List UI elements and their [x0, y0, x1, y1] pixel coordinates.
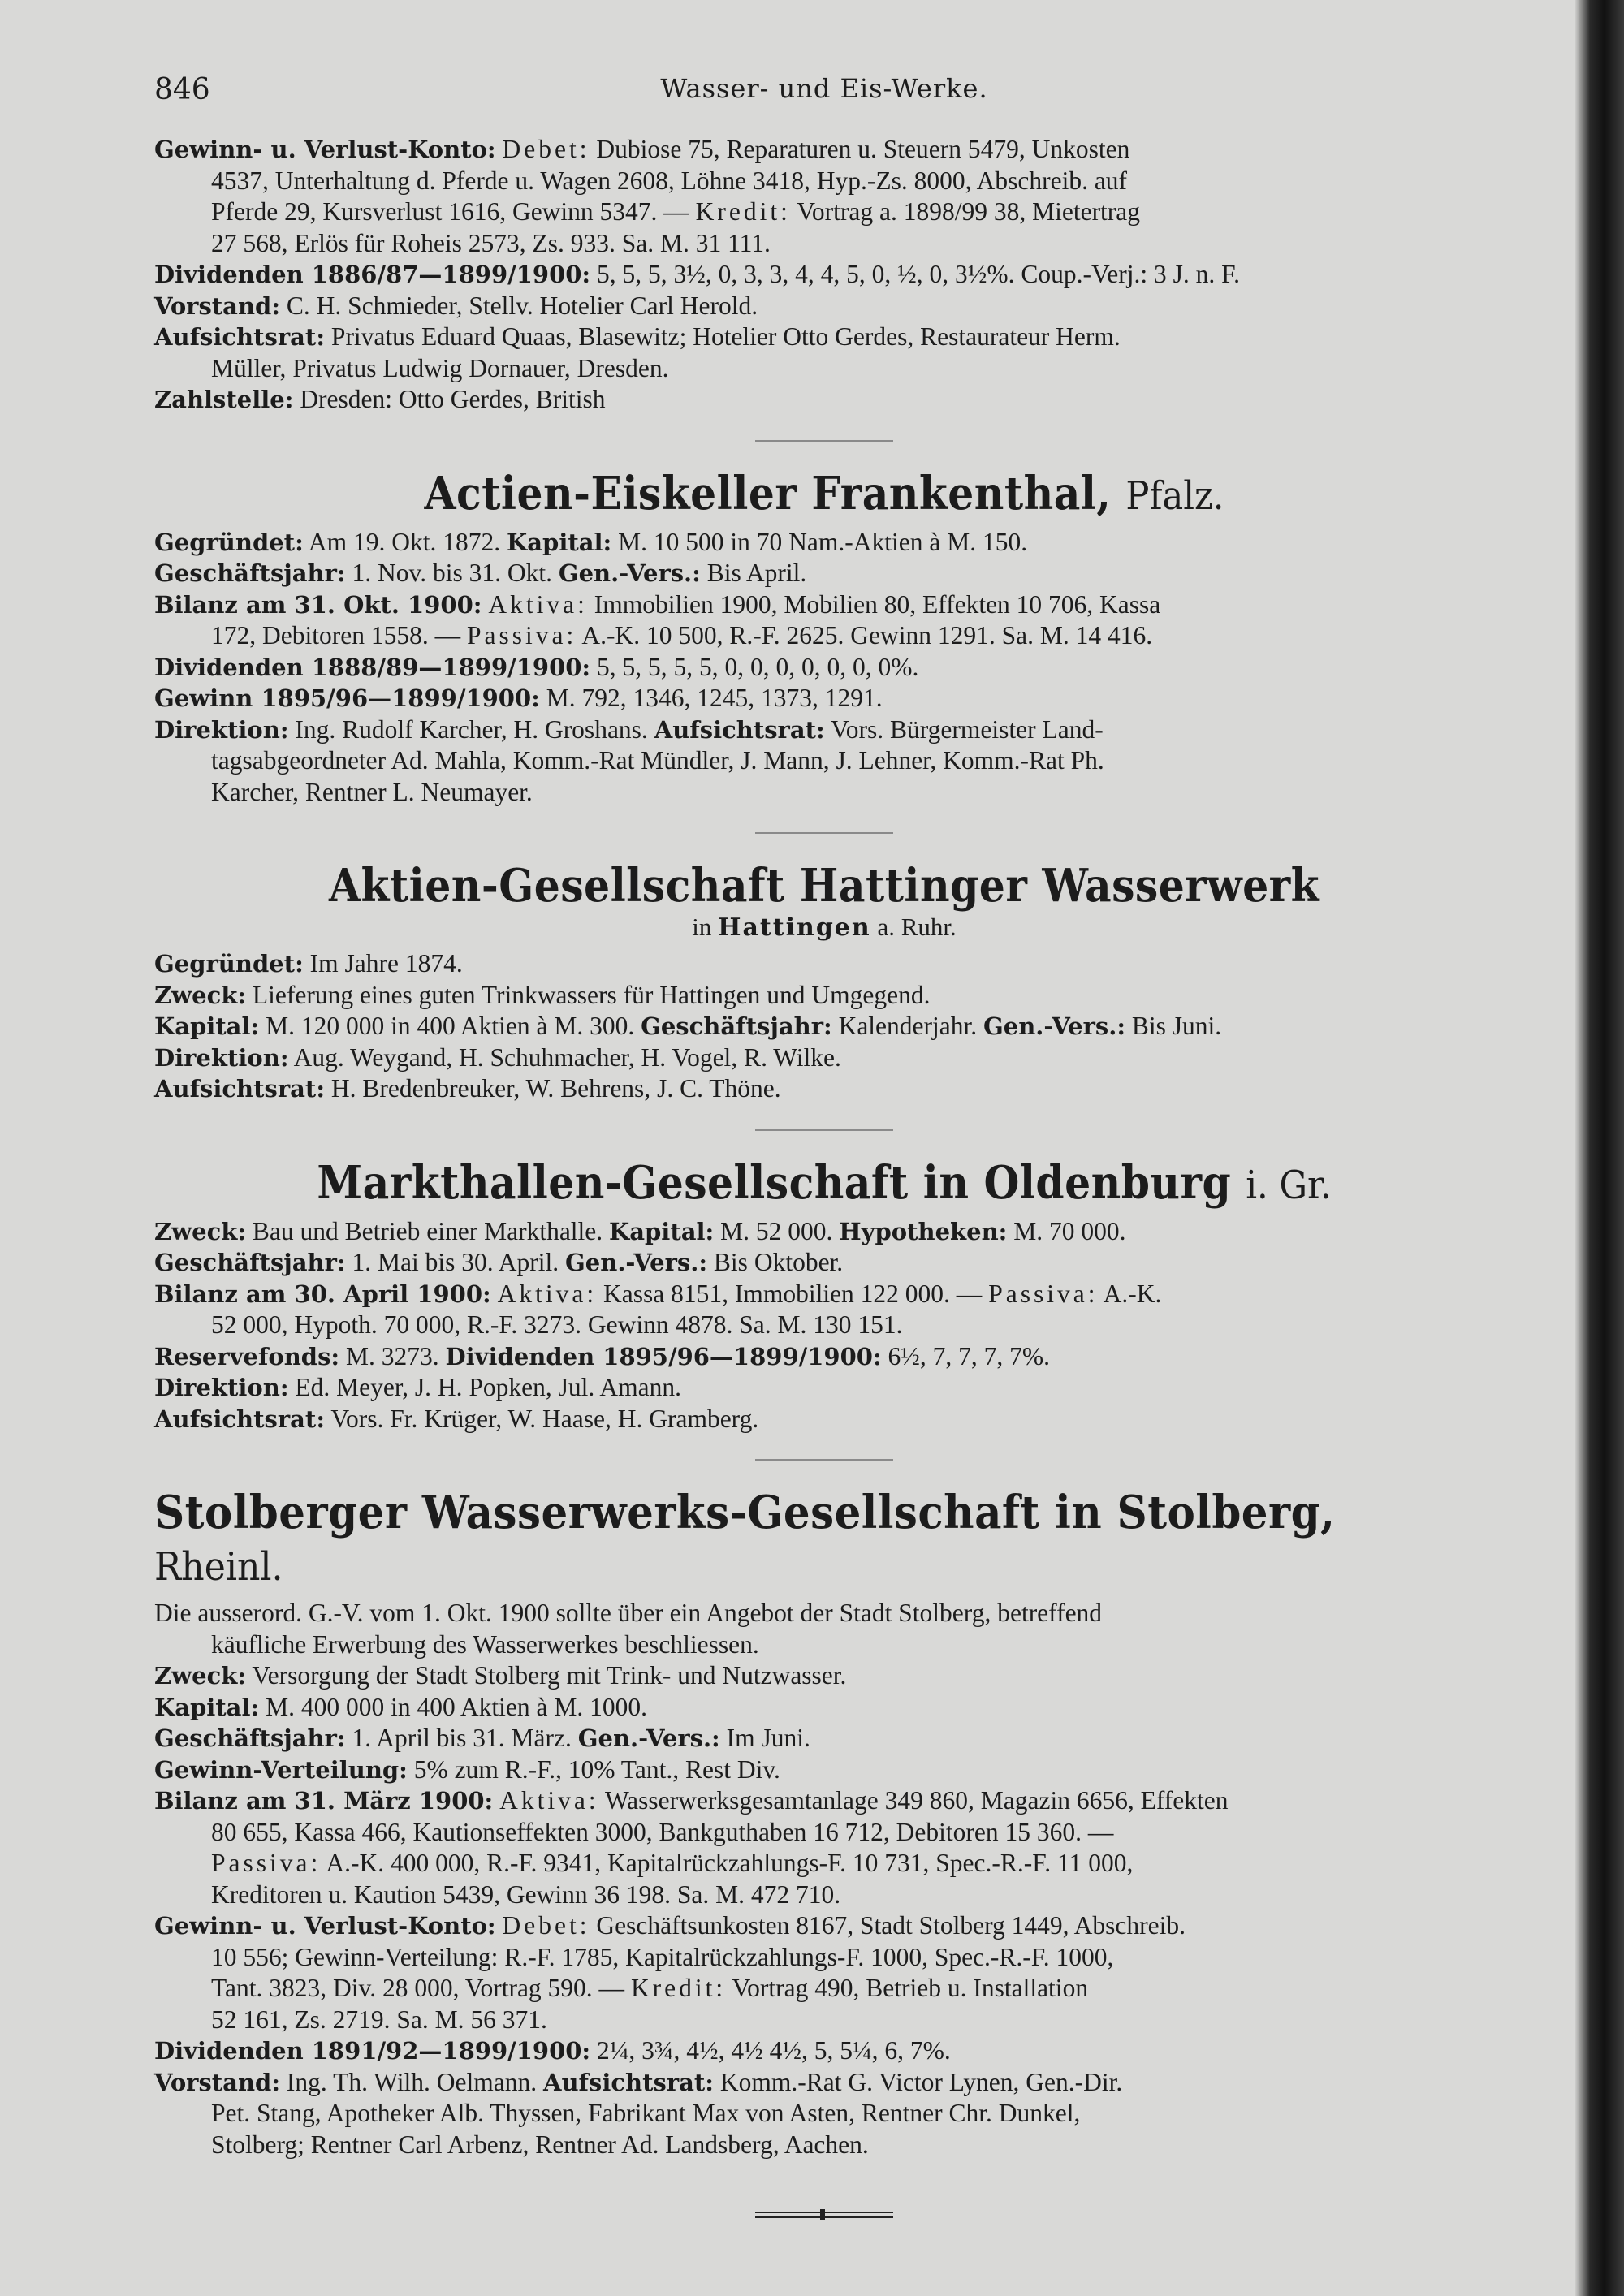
text-run: Stolberg; Rentner Carl Arbenz, Rentner Ad. Landsberg, Aachen. [211, 2130, 869, 2159]
field-label: Geschäftsjahr: [154, 1249, 346, 1276]
field-label: Direktion: [154, 715, 289, 744]
text-line [154, 228, 1494, 260]
text-run: Am 19. Okt. 1872. [303, 527, 508, 556]
field-label: Dividenden 1891/92—1899/1900: [154, 2037, 591, 2065]
text-run: 27 568, Erlös für Roheis 2573, Zs. 933. Sa. M. 31 111. [211, 228, 771, 257]
company-name: Aktien-Gesellschaft Hattinger Wasserwerk [328, 859, 1320, 913]
field-label: Gewinn- u. Verlust-Konto: [154, 136, 496, 163]
text-run: Im Jahre 1874. [303, 949, 463, 978]
text-run: Bis Juni. [1125, 1012, 1222, 1040]
spaced-label: Aktiva: [488, 589, 588, 619]
text-run: Kassa 8151, Immobilien 122 000. — [597, 1279, 989, 1308]
text-run [496, 1911, 503, 1940]
text-run: käufliche Erwerbung des Wasserwerkes beschliessen. [211, 1629, 759, 1659]
field-label: Gewinn 1895/96—1899/1900: [154, 684, 540, 712]
text-line [154, 1042, 1494, 1074]
text-run: H. Bredenbreuker, W. Behrens, J. C. Thöne. [325, 1074, 781, 1103]
text-run: M. 792, 1346, 1245, 1373, 1291. [539, 684, 883, 712]
field-label: Aufsichtsrat: [154, 1075, 326, 1103]
text-run: Tant. 3823, Div. 28 000, Vortrag 590. — [211, 1974, 631, 2002]
text-run: 2¼, 3¾, 4½, 4½ 4½, 5, 5¼, 6, 7%. [590, 2036, 951, 2065]
text-run: 5, 5, 5, 5, 5, 0, 0, 0, 0, 0, 0, 0%. [590, 652, 919, 681]
text-run: Immobilien 1900, Mobilien 80, Effekten 10 706, Kassa [587, 589, 1161, 619]
field-label: Bilanz am 31. März 1900: [154, 1787, 494, 1815]
text-line [154, 1848, 1494, 1880]
company-location: Rheinl. [154, 1544, 283, 1590]
field-label: Kapital: [154, 1012, 260, 1040]
text-line [154, 589, 1494, 621]
text-run [493, 1786, 499, 1815]
field-label: Kapital: [507, 528, 612, 556]
field-label: Gegründet: [154, 950, 304, 978]
text-line [154, 259, 1494, 291]
entry-separator [755, 832, 893, 834]
field-label: Dividenden 1895/96—1899/1900: [445, 1342, 882, 1370]
text-run: Lieferung eines guten Trinkwassers für Hattingen und Umgegend. [246, 980, 931, 1009]
text-run: Vors. Fr. Krüger, W. Haase, H. Gramberg. [325, 1404, 759, 1433]
text-run: Ed. Meyer, J. H. Popken, Jul. Amann. [288, 1373, 681, 1401]
text-run: Privatus Eduard Quaas, Blasewitz; Hotelier Otto Gerdes, Restaurateur Herm. [325, 322, 1121, 351]
field-label: Gen.-Vers.: [983, 1012, 1126, 1040]
text-run: Aug. Weygand, H. Schuhmacher, H. Vogel, R. Wilke. [288, 1042, 841, 1072]
company-name: Actien-Eiskeller Frankenthal, [424, 466, 1112, 520]
spaced-label: Passiva: [211, 1849, 322, 1877]
text-line [154, 1817, 1494, 1849]
text-run: 80 655, Kassa 466, Kautionseffekten 3000, Bankguthaben 16 712, Debitoren 15 360. — [211, 1817, 1114, 1846]
text-line [154, 1692, 1494, 1724]
text-run: Bis April. [700, 559, 807, 587]
company-subheading [154, 912, 1494, 943]
field-label: Gegründet: [154, 528, 304, 556]
text-line [154, 980, 1494, 1012]
text-run: Kalenderjahr. [831, 1012, 983, 1040]
company-heading [154, 1487, 1387, 1593]
text-line [154, 777, 1494, 809]
company-location: Pfalz. [1125, 473, 1224, 519]
text-run [491, 1280, 498, 1308]
page-header [154, 73, 1494, 106]
spaced-label: Debet: [502, 1911, 590, 1940]
text-run: Müller, Privatus Ludwig Dornauer, Dresden. [211, 353, 669, 382]
field-label: Aufsichtsrat: [542, 2068, 714, 2096]
field-label: Vorstand: [154, 291, 281, 320]
field-label: Geschäftsjahr: [154, 1724, 346, 1752]
text-run [496, 135, 503, 163]
field-label: Direktion: [154, 1043, 289, 1072]
text-run: Geschäftsunkosten 8167, Stadt Stolberg 1449, Abschreib. [590, 1911, 1186, 1940]
text-line [154, 948, 1494, 980]
field-label: Kapital: [154, 1693, 260, 1721]
company-name: Markthallen-Gesellschaft in Oldenburg [317, 1155, 1232, 1210]
field-label: Geschäftsjahr: [641, 1012, 832, 1040]
field-label: Bilanz am 30. April 1900: [154, 1280, 491, 1308]
spaced-label: Kredit: [630, 1974, 727, 2002]
text-line [154, 1310, 1494, 1341]
text-line [154, 1011, 1494, 1042]
text-line [154, 353, 1494, 385]
text-line [154, 2130, 1494, 2161]
field-label: Dividenden 1888/89—1899/1900: [154, 653, 591, 681]
text-run: 1. Mai bis 30. April. [345, 1248, 566, 1276]
field-label: Geschäftsjahr: [154, 559, 346, 587]
company-entry [154, 1129, 1494, 1435]
company-location: i. Gr. [1246, 1162, 1332, 1208]
text-run: tagsabgeordneter Ad. Mahla, Komm.-Rat Mündler, J. Mann, J. Lehner, Komm.-Rat Ph. [211, 746, 1104, 775]
text-run: Komm.-Rat G. Victor Lynen, Gen.-Dir. [714, 2067, 1123, 2096]
company-heading [222, 860, 1427, 912]
text-run: Vors. Bürgermeister Land- [824, 714, 1104, 744]
text-line [154, 384, 1494, 416]
text-run: M. 70 000. [1007, 1216, 1126, 1245]
entry-separator [755, 1129, 893, 1131]
field-label: Aufsichtsrat: [154, 323, 326, 351]
text-run: Vortrag 490, Betrieb u. Installation [726, 1974, 1089, 2002]
spaced-label: Passiva: [988, 1279, 1099, 1308]
spaced-label: Passiva: [466, 621, 577, 650]
text-run: Kreditoren u. Kaution 5439, Gewinn 36 198. Sa. M. 472 710. [211, 1880, 841, 1909]
text-run: M. 120 000 in 400 Aktien à M. 300. [259, 1012, 641, 1040]
subheading-place: Hattingen [718, 913, 871, 942]
company-name: Stolberger Wasserwerks-Gesellschaft in Stolberg, [154, 1486, 1336, 1539]
text-run: Im Juni. [719, 1724, 810, 1752]
company-heading [222, 468, 1427, 522]
text-run: Vortrag a. 1898/99 38, Mietertrag [790, 197, 1141, 226]
spaced-label: Debet: [502, 135, 590, 163]
text-line [154, 134, 1494, 166]
text-line [154, 1247, 1494, 1279]
text-run: M. 3273. [339, 1341, 446, 1370]
end-ornament [755, 2209, 893, 2220]
scan-page-edge [1575, 0, 1624, 2296]
text-run: Wasserwerksgesamtanlage 349 860, Magazin 6656, Effekten [598, 1786, 1229, 1815]
text-line [154, 196, 1494, 228]
text-line [154, 166, 1494, 197]
field-label: Bilanz am 31. Okt. 1900: [154, 590, 482, 619]
text-line [154, 1942, 1494, 1974]
field-label: Zweck: [154, 1662, 247, 1690]
spaced-label: Aktiva: [497, 1279, 598, 1308]
field-label: Direktion: [154, 1374, 289, 1401]
text-line [154, 620, 1494, 652]
entries-container [154, 134, 1494, 2160]
field-label: Aufsichtsrat: [154, 1405, 326, 1433]
field-label: Gen.-Vers.: [565, 1249, 708, 1276]
text-run: M. 10 500 in 70 Nam.-Aktien à M. 150. [611, 527, 1028, 556]
field-label: Zweck: [154, 1217, 247, 1245]
text-line [154, 1404, 1494, 1435]
field-label: Hypotheken: [839, 1217, 1008, 1245]
field-label: Zahlstelle: [154, 386, 294, 413]
document-page [154, 73, 1494, 2220]
field-label: Gewinn- u. Verlust-Konto: [154, 1912, 496, 1940]
text-run: 6½, 7, 7, 7, 7%. [881, 1341, 1051, 1370]
text-run: A.-K. 10 500, R.-F. 2625. Gewinn 1291. Sa. M. 14 416. [577, 621, 1153, 650]
text-line [154, 1973, 1494, 2005]
text-run: Pferde 29, Kursverlust 1616, Gewinn 5347. — [211, 197, 696, 226]
text-run: 1. April bis 31. März. [345, 1724, 578, 1752]
field-label: Reservefonds: [154, 1342, 340, 1370]
text-run: A.-K. [1098, 1279, 1162, 1308]
text-run: Ing. Th. Wilh. Oelmann. [280, 2067, 543, 2096]
entry-separator [755, 1459, 893, 1461]
spaced-label: Kredit: [695, 197, 791, 226]
company-entry [154, 832, 1494, 1105]
text-line [154, 683, 1494, 714]
field-label: Zweck: [154, 981, 247, 1009]
text-run: A.-K. 400 000, R.-F. 9341, Kapitalrückzahlungs-F. 10 731, Spec.-R.-F. 11 000, [321, 1849, 1134, 1877]
field-label: Gen.-Vers.: [558, 559, 701, 587]
company-heading [222, 1157, 1427, 1211]
company-entry [154, 440, 1494, 809]
text-run: 4537, Unterhaltung d. Pferde u. Wagen 2608, Löhne 3418, Hyp.-Zs. 8000, Abschreib. auf [211, 166, 1128, 195]
text-run: Ing. Rudolf Karcher, H. Groshans. [288, 714, 654, 744]
text-run: 1. Nov. bis 31. Okt. [345, 559, 559, 587]
page-number: 846 [154, 73, 210, 106]
text-run: Versorgung der Stadt Stolberg mit Trink- und Nutzwasser. [246, 1661, 847, 1690]
subheading-prefix: in [692, 913, 712, 941]
text-run: Karcher, Rentner L. Neumayer. [211, 777, 533, 806]
entry-separator [755, 440, 893, 442]
text-line [154, 322, 1494, 353]
text-line [154, 1372, 1494, 1404]
company-entry [154, 1459, 1494, 2160]
field-label: Aufsichtsrat: [654, 715, 825, 744]
text-line [154, 1629, 1494, 1661]
text-line [154, 1279, 1494, 1310]
text-line [154, 652, 1494, 684]
text-run: Bis Oktober. [707, 1248, 844, 1276]
text-line [154, 2067, 1494, 2099]
spaced-label: Aktiva: [499, 1786, 599, 1815]
field-label: Gen.-Vers.: [577, 1724, 720, 1752]
text-run: 5% zum R.-F., 10% Tant., Rest Div. [407, 1754, 780, 1784]
text-line [154, 1880, 1494, 1911]
text-run: 52 161, Zs. 2719. Sa. M. 56 371. [211, 2005, 547, 2034]
text-run: Bau und Betrieb einer Markthalle. [246, 1216, 610, 1245]
text-line [154, 291, 1494, 322]
text-run: 172, Debitoren 1558. — [211, 621, 467, 650]
text-line [154, 1785, 1494, 1817]
text-run: Dresden: Otto Gerdes, British [293, 385, 606, 413]
field-label: Gewinn-Verteilung: [154, 1755, 408, 1784]
text-run: M. 400 000 in 400 Aktien à M. 1000. [259, 1692, 647, 1721]
text-line [154, 1754, 1494, 1786]
text-line [154, 1660, 1494, 1692]
text-run: C. H. Schmieder, Stellv. Hotelier Carl Herold. [280, 291, 758, 320]
text-line [154, 1341, 1494, 1373]
text-line [154, 745, 1494, 777]
company-entry [154, 134, 1494, 416]
text-line [154, 1723, 1494, 1754]
subheading-suffix: a. Ruhr. [877, 913, 957, 941]
text-line [154, 527, 1494, 559]
text-line [154, 1910, 1494, 1942]
text-line [154, 714, 1494, 746]
text-run: Dubiose 75, Reparaturen u. Steuern 5479, Unkosten [590, 135, 1130, 163]
text-line [154, 2005, 1494, 2036]
text-run: 52 000, Hypoth. 70 000, R.-F. 3273. Gewinn 4878. Sa. M. 130 151. [211, 1310, 903, 1339]
running-title: Wasser- und Eis-Werke. [660, 73, 988, 104]
text-run: M. 52 000. [714, 1216, 840, 1245]
text-line [154, 2035, 1494, 2067]
text-run: 5, 5, 5, 3½, 0, 3, 3, 4, 4, 5, 0, ½, 0, 3½%. Coup.-Verj.: 3 J. n. F. [590, 260, 1240, 288]
text-run: Pet. Stang, Apotheker Alb. Thyssen, Fabrikant Max von Asten, Rentner Chr. Dunkel, [211, 2099, 1081, 2127]
text-run: 10 556; Gewinn-Verteilung: R.-F. 1785, Kapitalrückzahlungs-F. 1000, Spec.-R.-F. 1000, [211, 1942, 1114, 1971]
text-line [154, 2098, 1494, 2130]
field-label: Vorstand: [154, 2068, 281, 2096]
text-line [154, 558, 1494, 589]
text-line [154, 1216, 1494, 1248]
field-label: Dividenden 1886/87—1899/1900: [154, 261, 591, 288]
text-line [154, 1598, 1494, 1629]
field-label: Kapital: [609, 1217, 715, 1245]
text-run: Die ausserord. G.-V. vom 1. Okt. 1900 sollte über ein Angebot der Stadt Stolberg, betreffend [154, 1599, 1103, 1627]
text-line [154, 1073, 1494, 1105]
